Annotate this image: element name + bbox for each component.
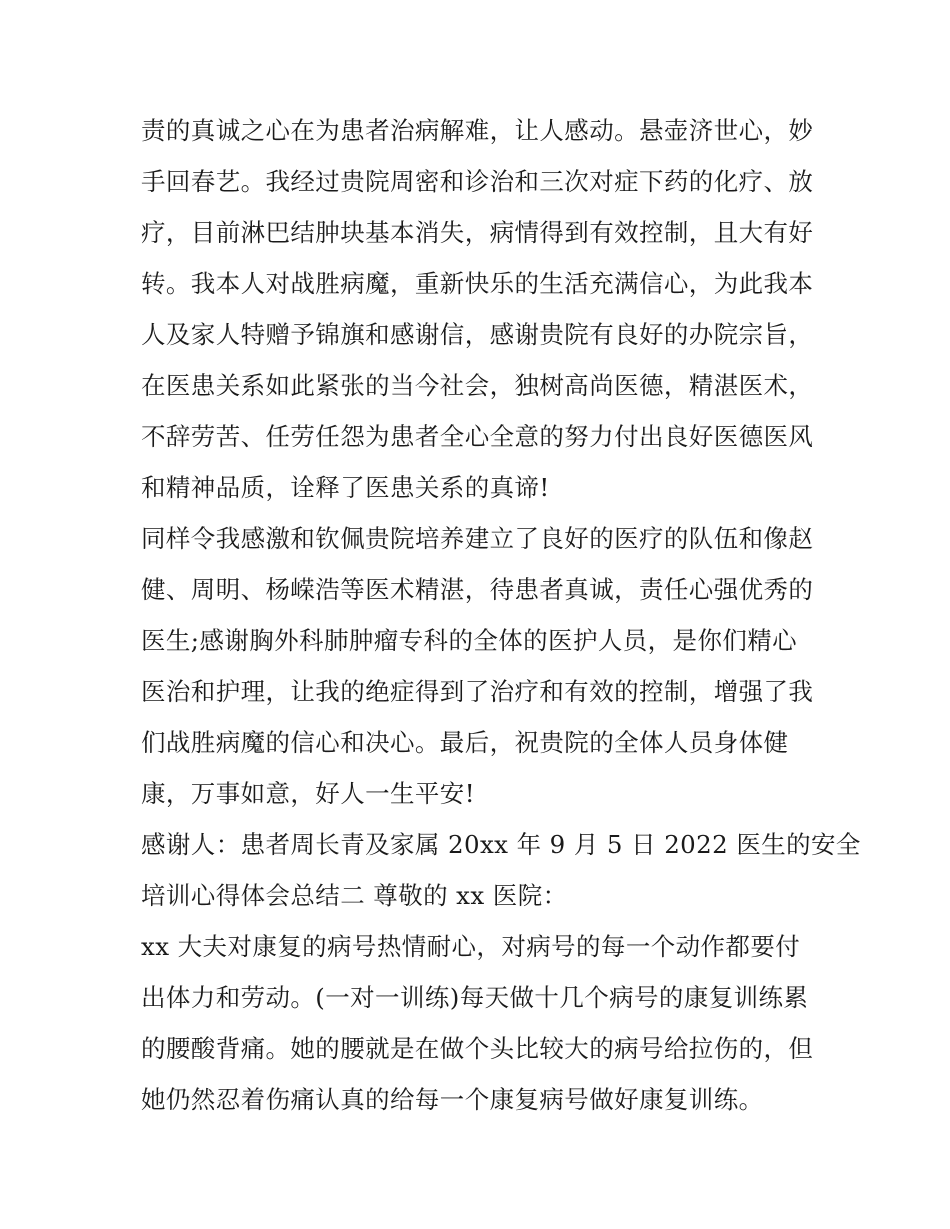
- text-line-13: 们战胜病魔的信心和决心。最后，祝贵院的全体人员身体健: [141, 728, 789, 757]
- text-line-18: 出体力和劳动。(一对一训练)每天做十几个病号的康复训练累: [141, 983, 809, 1012]
- text-line-9: 同样令我感激和钦佩贵院培养建立了良好的医疗的队伍和像赵: [141, 524, 814, 553]
- text-line-3: 疗，目前淋巴结肿块基本消失，病情得到有效控制，且大有好: [141, 218, 814, 247]
- text-line-11: 医生;感谢胸外科肺肿瘤专科的全体的医护人员，是你们精心: [141, 626, 798, 655]
- text-line-15: 感谢人：患者周长青及家属 20xx 年 9 月 5 日 2022 医生的安全: [141, 830, 861, 859]
- text-line-8: 和精神品质，诠释了医患关系的真谛!: [141, 473, 550, 502]
- text-line-12: 医治和护理，让我的绝症得到了治疗和有效的控制，增强了我: [141, 677, 814, 706]
- text-line-7: 不辞劳苦、任劳任怨为患者全心全意的努力付出良好医德医风: [141, 422, 814, 451]
- text-line-19: 的腰酸背痛。她的腰就是在做个头比较大的病号给拉伤的，但: [141, 1034, 814, 1063]
- text-line-4: 转。我本人对战胜病魔，重新快乐的生活充满信心，为此我本: [141, 269, 814, 298]
- text-line-16: 培训心得体会总结二 尊敬的 xx 医院：: [141, 881, 568, 910]
- text-line-5: 人及家人特赠予锦旗和感谢信，感谢贵院有良好的办院宗旨，: [141, 320, 814, 349]
- text-line-1: 责的真诚之心在为患者治病解难，让人感动。悬壶济世心，妙: [141, 116, 814, 145]
- text-line-20: 她仍然忍着伤痛认真的给每一个康复病号做好康复训练。: [141, 1085, 764, 1114]
- document-body: [141, 105, 861, 1125]
- text-line-2: 手回春艺。我经过贵院周密和诊治和三次对症下药的化疗、放: [141, 167, 814, 196]
- text-line-10: 健、周明、杨嵘浩等医术精湛，待患者真诚，责任心强优秀的: [141, 575, 814, 604]
- text-line-17: xx 大夫对康复的病号热情耐心，对病号的每一个动作都要付: [141, 932, 801, 961]
- text-line-14: 康，万事如意，好人一生平安!: [141, 779, 475, 808]
- text-line-6: 在医患关系如此紧张的当今社会，独树高尚医德，精湛医术，: [141, 371, 814, 400]
